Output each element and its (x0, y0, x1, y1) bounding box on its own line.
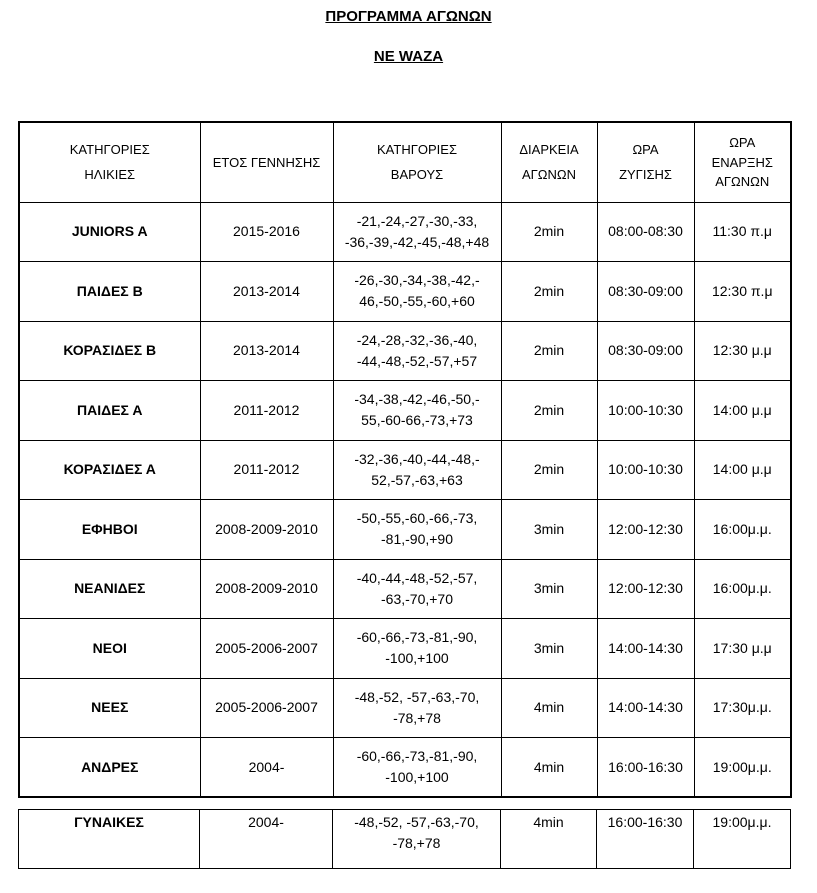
birth-years: 2011-2012 (200, 440, 333, 500)
age-category: ΚΟΡΑΣΙΔΕΣ Β (19, 321, 200, 381)
header-weight-category: ΚΑΤΗΓΟΡΙΕΣ ΒΑΡΟΥΣ (333, 122, 501, 202)
weight-categories: -40,-44,-48,-52,-57, -63,-70,+70 (333, 559, 501, 619)
birth-years: 2005-2006-2007 (200, 619, 333, 679)
weigh-in-time: 14:00-14:30 (597, 678, 694, 738)
header-age-category: ΚΑΤΗΓΟΡΙΕΣ ΗΛΙΚΙΕΣ (19, 122, 200, 202)
match-duration: 3min (501, 559, 597, 619)
weigh-in-time: 10:00-10:30 (597, 381, 694, 441)
match-duration: 4min (501, 810, 597, 869)
start-time: 19:00μ.μ. (694, 810, 791, 869)
weight-categories: -24,-28,-32,-36,-40, -44,-48,-52,-57,+57 (333, 321, 501, 381)
start-time: 19:00μ.μ. (694, 738, 791, 798)
table-row (19, 440, 791, 500)
header-duration: ΔΙΑΡΚΕΙΑ ΑΓΩΝΩΝ (501, 122, 597, 202)
start-time: 17:30μ.μ. (694, 678, 791, 738)
birth-years: 2008-2009-2010 (200, 500, 333, 560)
weigh-in-time: 12:00-12:30 (597, 500, 694, 560)
table-row (19, 500, 791, 560)
match-duration: 2min (501, 440, 597, 500)
match-duration: 2min (501, 262, 597, 322)
table-row (19, 262, 791, 322)
age-category: JUNIORS A (19, 202, 200, 262)
match-duration: 3min (501, 619, 597, 679)
table-row (19, 810, 791, 869)
weight-categories: -48,-52, -57,-63,-70, -78,+78 (333, 810, 501, 869)
weight-categories: -60,-66,-73,-81,-90, -100,+100 (333, 738, 501, 798)
age-category: ΠΑΙΔΕΣ Α (19, 381, 200, 441)
weight-categories: -26,-30,-34,-38,-42,- 46,-50,-55,-60,+60 (333, 262, 501, 322)
match-duration: 2min (501, 321, 597, 381)
match-duration: 3min (501, 500, 597, 560)
age-category: ΚΟΡΑΣΙΔΕΣ Α (19, 440, 200, 500)
birth-years: 2004- (200, 810, 333, 869)
start-time: 16:00μ.μ. (694, 500, 791, 560)
match-duration: 4min (501, 738, 597, 798)
start-time: 11:30 π.μ (694, 202, 791, 262)
match-duration: 2min (501, 202, 597, 262)
header-weigh-in-time: ΩΡΑ ΖΥΓΙΣΗΣ (597, 122, 694, 202)
start-time: 14:00 μ.μ (694, 440, 791, 500)
match-duration: 4min (501, 678, 597, 738)
match-duration: 2min (501, 381, 597, 441)
birth-years: 2013-2014 (200, 321, 333, 381)
age-category: ΓΥΝΑΙΚΕΣ (19, 810, 200, 869)
weight-categories: -48,-52, -57,-63,-70, -78,+78 (333, 678, 501, 738)
schedule-table (18, 121, 792, 798)
header-start-time: ΩΡΑ ΕΝΑΡΞΗΣ ΑΓΩΝΩΝ (694, 122, 791, 202)
weight-categories: -60,-66,-73,-81,-90, -100,+100 (333, 619, 501, 679)
birth-years: 2004- (200, 738, 333, 798)
birth-years: 2015-2016 (200, 202, 333, 262)
table-row (19, 321, 791, 381)
weight-categories: -32,-36,-40,-44,-48,- 52,-57,-63,+63 (333, 440, 501, 500)
start-time: 12:30 μ.μ (694, 321, 791, 381)
table-row (19, 738, 791, 798)
birth-years: 2005-2006-2007 (200, 678, 333, 738)
age-category: ΕΦΗΒΟΙ (19, 500, 200, 560)
header-row (19, 122, 791, 202)
start-time: 14:00 μ.μ (694, 381, 791, 441)
table-row (19, 619, 791, 679)
start-time: 17:30 μ.μ (694, 619, 791, 679)
age-category: ΝΕΕΣ (19, 678, 200, 738)
weight-categories: -50,-55,-60,-66,-73, -81,-90,+90 (333, 500, 501, 560)
weight-categories: -34,-38,-42,-46,-50,- 55,-60-66,-73,+73 (333, 381, 501, 441)
age-category: ΑΝΔΡΕΣ (19, 738, 200, 798)
birth-years: 2011-2012 (200, 381, 333, 441)
weight-categories: -21,-24,-27,-30,-33, -36,-39,-42,-45,-48,+48 (333, 202, 501, 262)
weigh-in-time: 16:00-16:30 (597, 738, 694, 798)
table-row (19, 381, 791, 441)
page-title: ΠΡΟΓΡΑΜΜΑ ΑΓΩΝΩΝ (325, 8, 492, 25)
birth-years: 2008-2009-2010 (200, 559, 333, 619)
weigh-in-time: 08:30-09:00 (597, 262, 694, 322)
table-row (19, 202, 791, 262)
weigh-in-time: 08:00-08:30 (597, 202, 694, 262)
schedule-table-extra (18, 809, 791, 869)
birth-years: 2013-2014 (200, 262, 333, 322)
weigh-in-time: 16:00-16:30 (597, 810, 694, 869)
weigh-in-time: 12:00-12:30 (597, 559, 694, 619)
age-category: ΝΕΑΝΙΔΕΣ (19, 559, 200, 619)
table-row (19, 559, 791, 619)
table-row (19, 678, 791, 738)
start-time: 16:00μ.μ. (694, 559, 791, 619)
age-category: ΠΑΙΔΕΣ Β (19, 262, 200, 322)
weigh-in-time: 08:30-09:00 (597, 321, 694, 381)
header-birth-year: ΕΤΟΣ ΓΕΝΝΗΣΗΣ (200, 122, 333, 202)
start-time: 12:30 π.μ (694, 262, 791, 322)
age-category: ΝΕΟΙ (19, 619, 200, 679)
page-subtitle: ΝΕ WAZA (373, 48, 444, 65)
weigh-in-time: 14:00-14:30 (597, 619, 694, 679)
weigh-in-time: 10:00-10:30 (597, 440, 694, 500)
